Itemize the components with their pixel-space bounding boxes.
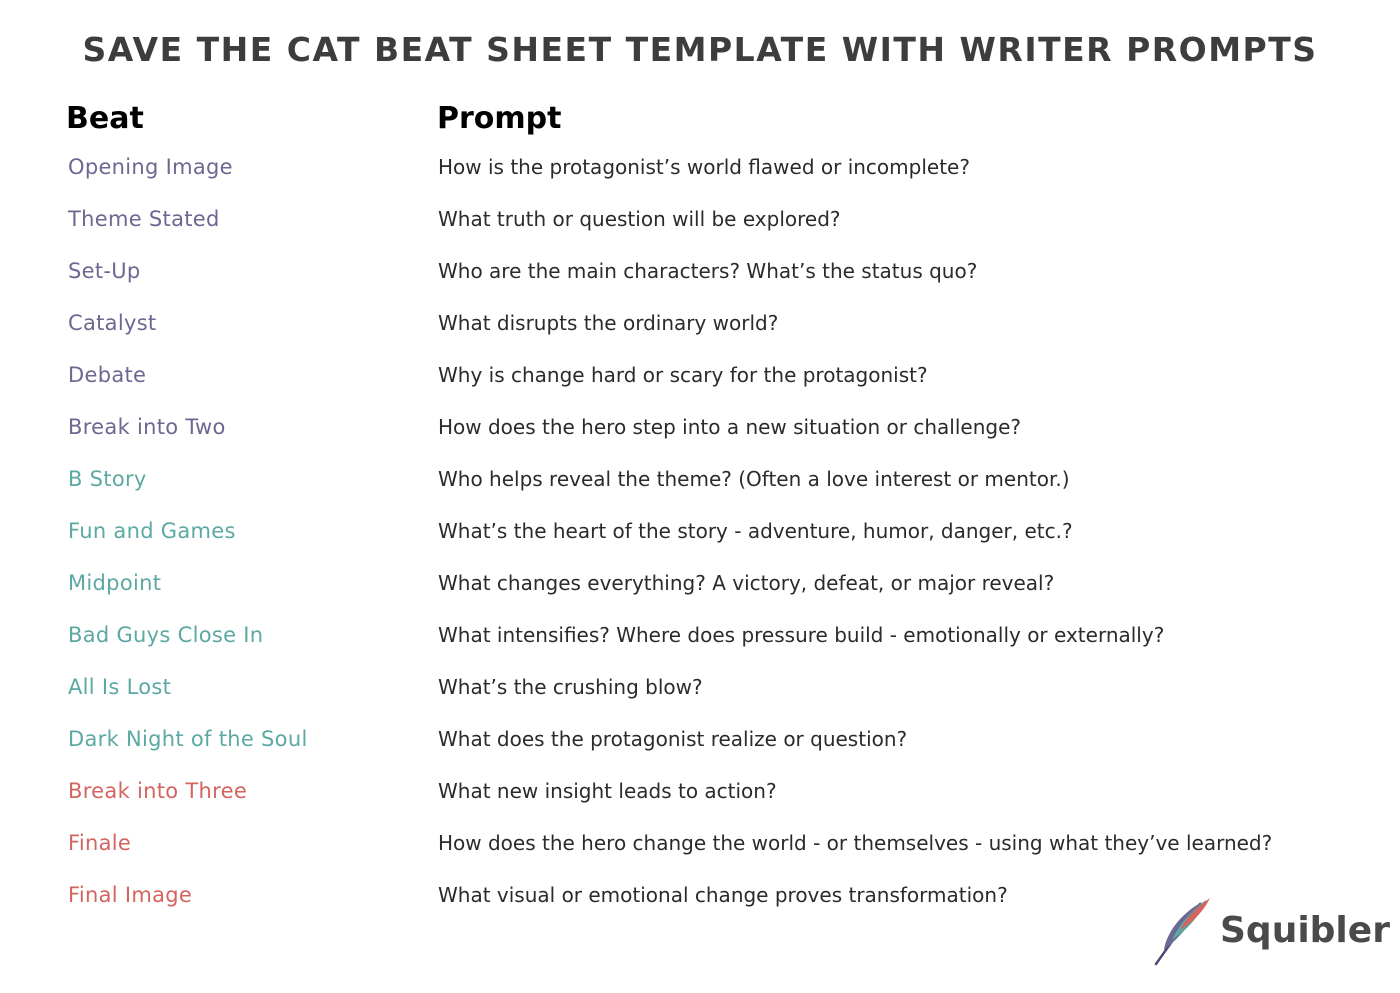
beat-name: Set-Up — [68, 259, 141, 283]
table-row — [0, 768, 1400, 820]
beat-prompt: Why is change hard or scary for the protagonist? — [438, 363, 928, 387]
beat-name: Dark Night of the Soul — [68, 727, 308, 751]
table-row — [0, 404, 1400, 456]
table-row — [0, 248, 1400, 300]
prompt-column-header: Prompt — [437, 101, 562, 136]
beat-prompt: What changes everything? A victory, defeat, or major reveal? — [438, 571, 1055, 595]
beat-name: Debate — [68, 363, 147, 387]
beat-prompt: What does the protagonist realize or question? — [438, 727, 908, 751]
beat-prompt: Who are the main characters? What’s the status quo? — [438, 259, 978, 283]
squibler-logo — [1150, 896, 1390, 968]
table-row — [0, 820, 1400, 872]
table-row — [0, 300, 1400, 352]
beat-prompt: How does the hero change the world - or themselves - using what they’ve learned? — [438, 831, 1273, 855]
beat-prompt: What’s the heart of the story - adventure, humor, danger, etc.? — [438, 519, 1073, 543]
table-row — [0, 612, 1400, 664]
beat-prompt: How is the protagonist’s world flawed or incomplete? — [438, 155, 970, 179]
beat-prompt: How does the hero step into a new situation or challenge? — [438, 415, 1022, 439]
beat-name: Catalyst — [68, 311, 157, 335]
beat-name: Finale — [68, 831, 132, 855]
quill-feather-icon — [1150, 896, 1214, 966]
beat-prompt: Who helps reveal the theme? (Often a love interest or mentor.) — [438, 467, 1070, 491]
table-row — [0, 664, 1400, 716]
table-row — [0, 456, 1400, 508]
beat-prompt: What’s the crushing blow? — [438, 675, 703, 699]
table-row — [0, 716, 1400, 768]
beat-name: Final Image — [68, 883, 193, 907]
beat-name: Break into Three — [68, 779, 248, 803]
table-row — [0, 508, 1400, 560]
table-row — [0, 560, 1400, 612]
beat-column-header: Beat — [66, 101, 144, 136]
table-row — [0, 144, 1400, 196]
table-row — [0, 196, 1400, 248]
page-title: SAVE THE CAT BEAT SHEET TEMPLATE WITH WRITER PROMPTS — [82, 30, 1318, 69]
beat-name: Opening Image — [68, 155, 233, 179]
logo-wordmark: Squibler — [1220, 910, 1390, 951]
beat-prompt: What visual or emotional change proves transformation? — [438, 883, 1008, 907]
beat-prompt: What intensifies? Where does pressure build - emotionally or externally? — [438, 623, 1165, 647]
beat-prompt: What new insight leads to action? — [438, 779, 777, 803]
beat-name: All Is Lost — [68, 675, 172, 699]
beat-name: B Story — [68, 467, 147, 491]
beat-prompt: What truth or question will be explored? — [438, 207, 841, 231]
table-row — [0, 352, 1400, 404]
beat-prompt: What disrupts the ordinary world? — [438, 311, 779, 335]
beat-name: Fun and Games — [68, 519, 236, 543]
beat-table — [0, 144, 1400, 924]
beat-name: Midpoint — [68, 571, 162, 595]
beat-name: Bad Guys Close In — [68, 623, 264, 647]
beat-name: Theme Stated — [68, 207, 220, 231]
beat-name: Break into Two — [68, 415, 226, 439]
